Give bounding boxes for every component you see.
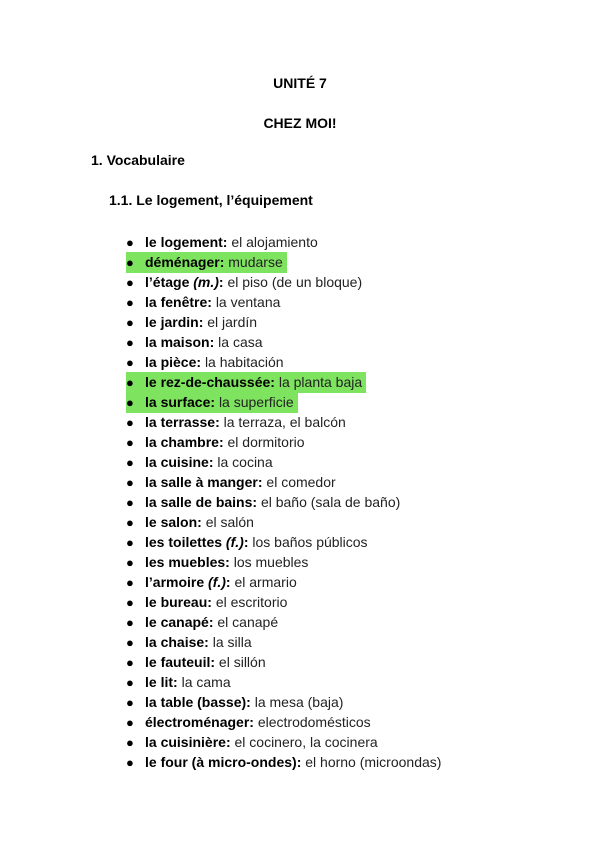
vocab-row — [126, 552, 312, 573]
vocab-separator: : — [196, 354, 202, 370]
vocab-row — [126, 412, 350, 433]
vocab-translation: el cocinero, la cocinera — [234, 734, 378, 750]
chapter-title: CHEZ MOI! — [263, 115, 337, 131]
vocab-row — [126, 432, 309, 453]
vocab-row — [126, 672, 235, 693]
vocab-row — [126, 452, 277, 473]
vocab-item — [126, 532, 445, 552]
bullet-icon: ● — [126, 255, 134, 270]
vocab-separator: : — [218, 434, 224, 450]
vocab-item — [126, 552, 445, 572]
vocab-item — [126, 632, 445, 652]
vocab-item — [126, 352, 445, 372]
vocab-row — [126, 392, 298, 413]
vocab-item — [126, 672, 445, 692]
vocab-row — [126, 752, 445, 773]
vocab-item — [126, 592, 445, 612]
vocab-term: la salle à manger — [145, 474, 258, 490]
vocab-item — [126, 412, 445, 432]
vocab-term: le salon — [145, 514, 198, 530]
vocab-term: la cuisinière — [145, 734, 226, 750]
vocab-separator: : — [210, 394, 216, 410]
vocab-term: le rez-de-chaussée — [145, 374, 271, 390]
vocab-separator: : — [219, 254, 225, 270]
bullet-icon: ● — [126, 335, 134, 350]
vocab-gender: (f.) — [225, 534, 244, 550]
vocab-translation: mudarse — [228, 254, 283, 270]
vocab-separator: : — [198, 314, 204, 330]
bullet-icon: ● — [126, 555, 134, 570]
bullet-icon: ● — [126, 295, 134, 310]
vocab-separator: : — [270, 374, 275, 390]
vocab-term: les toilettes — [145, 534, 223, 550]
vocab-translation: la planta baja — [278, 374, 363, 390]
vocab-translation: la silla — [212, 634, 252, 650]
vocab-separator: : — [207, 294, 212, 310]
vocab-row — [126, 712, 375, 733]
vocab-row — [126, 292, 284, 313]
vocab-row — [126, 332, 267, 353]
bullet-icon: ● — [126, 435, 134, 450]
vocab-row — [126, 532, 372, 553]
vocab-term: l’armoire — [145, 574, 205, 590]
vocab-separator: : — [249, 714, 254, 730]
vocab-row — [126, 632, 256, 653]
vocab-row — [126, 352, 288, 373]
vocab-translation: el canapé — [217, 614, 279, 630]
vocab-item-highlighted — [126, 392, 445, 412]
vocab-item — [126, 492, 445, 512]
vocab-item — [126, 452, 445, 472]
vocab-row — [126, 732, 382, 753]
vocab-row — [126, 232, 322, 253]
vocab-separator: : — [252, 494, 258, 510]
vocab-row — [126, 312, 261, 333]
vocab-term: le four (à micro-ondes) — [145, 754, 297, 770]
bullet-icon: ● — [126, 755, 134, 770]
vocab-separator: : — [197, 514, 202, 530]
vocab-separator: : — [207, 594, 212, 610]
vocab-separator: : — [225, 574, 231, 590]
vocab-row — [126, 652, 270, 673]
vocab-translation: la cama — [181, 674, 231, 690]
bullet-icon: ● — [126, 655, 134, 670]
vocab-row — [126, 612, 282, 633]
vocab-translation: los baños públicos — [252, 534, 368, 550]
vocab-separator: : — [210, 654, 216, 670]
vocab-translation: el armario — [234, 574, 297, 590]
vocab-row — [126, 492, 404, 513]
vocab-translation: los muebles — [233, 554, 309, 570]
vocab-item — [126, 612, 445, 632]
vocab-item — [126, 272, 445, 292]
bullet-icon: ● — [126, 715, 134, 730]
vocab-separator: : — [204, 634, 209, 650]
vocab-item — [126, 292, 445, 312]
bullet-icon: ● — [126, 735, 134, 750]
vocab-separator: : — [208, 454, 214, 470]
subsection-heading: 1.1. Le logement, l’équipement — [109, 192, 313, 208]
vocab-separator: : — [209, 334, 215, 350]
vocab-term: la salle de bains — [145, 494, 253, 510]
vocab-gender: (f.) — [208, 574, 226, 590]
vocab-item — [126, 692, 445, 712]
vocab-term: le jardin — [145, 314, 199, 330]
bullet-icon: ● — [126, 495, 134, 510]
vocab-separator: : — [225, 734, 231, 750]
vocab-translation: la cocina — [217, 454, 273, 470]
vocab-term: la table (basse) — [145, 694, 247, 710]
vocab-row — [126, 372, 366, 393]
vocab-term: la cuisine — [145, 454, 209, 470]
vocab-separator: : — [208, 614, 214, 630]
vocab-item-highlighted — [126, 372, 445, 392]
vocab-translation: la terraza, el balcón — [223, 414, 346, 430]
vocab-row — [126, 272, 366, 293]
vocab-term: le lit — [145, 674, 174, 690]
vocab-term: la chaise — [145, 634, 205, 650]
vocab-translation: la mesa (baja) — [254, 694, 344, 710]
vocab-term: la chambre — [145, 434, 219, 450]
vocab-row — [126, 252, 287, 273]
vocab-item — [126, 332, 445, 352]
vocab-translation: el piso (de un bloque) — [227, 274, 363, 290]
vocab-row — [126, 472, 340, 493]
vocab-separator: : — [218, 274, 224, 290]
vocab-term: l’étage — [145, 274, 190, 290]
vocab-term: la fenêtre — [145, 294, 208, 310]
bullet-icon: ● — [126, 695, 134, 710]
bullet-icon: ● — [126, 395, 134, 410]
bullet-icon: ● — [126, 475, 134, 490]
bullet-icon: ● — [126, 235, 134, 250]
vocab-translation: el escritorio — [215, 594, 288, 610]
bullet-icon: ● — [126, 575, 134, 590]
vocab-translation: el comedor — [266, 474, 336, 490]
bullet-icon: ● — [126, 595, 134, 610]
vocab-item — [126, 432, 445, 452]
vocab-row — [126, 512, 258, 533]
vocab-translation: la ventana — [215, 294, 281, 310]
vocab-translation: el alojamiento — [231, 234, 318, 250]
vocab-term: la maison — [145, 334, 210, 350]
vocab-row — [126, 692, 347, 713]
vocab-item — [126, 472, 445, 492]
bullet-icon: ● — [126, 515, 134, 530]
vocab-translation: el horno (microondas) — [305, 754, 442, 770]
vocab-term: la surface — [145, 394, 211, 410]
vocab-gender: (m.) — [193, 274, 219, 290]
bullet-icon: ● — [126, 535, 134, 550]
vocab-item — [126, 312, 445, 332]
vocab-term: la pièce — [145, 354, 197, 370]
bullet-icon: ● — [126, 675, 134, 690]
vocab-translation: el sillón — [218, 654, 266, 670]
vocab-term: électroménager — [145, 714, 250, 730]
vocab-translation: el dormitorio — [227, 434, 305, 450]
vocab-term: les muebles — [145, 554, 226, 570]
vocab-separator: : — [215, 414, 220, 430]
vocab-translation: la habitación — [204, 354, 284, 370]
vocab-row — [126, 572, 301, 593]
vocab-term: déménager — [145, 254, 220, 270]
vocab-separator: : — [173, 674, 178, 690]
bullet-icon: ● — [126, 375, 134, 390]
section-heading: 1. Vocabulaire — [91, 152, 185, 168]
vocab-translation: el salón — [205, 514, 254, 530]
vocab-separator: : — [296, 754, 302, 770]
bullet-icon: ● — [126, 455, 134, 470]
vocabulary-list — [126, 232, 445, 772]
vocab-item-highlighted — [126, 252, 445, 272]
bullet-icon: ● — [126, 415, 134, 430]
vocab-translation: el jardín — [207, 314, 258, 330]
vocab-separator: : — [246, 694, 251, 710]
vocab-item — [126, 752, 445, 772]
vocab-row — [126, 592, 291, 613]
vocab-translation: la casa — [218, 334, 263, 350]
vocab-term: la terrasse — [145, 414, 216, 430]
vocab-translation: electrodomésticos — [257, 714, 371, 730]
vocab-item — [126, 652, 445, 672]
unit-title: UNITÉ 7 — [273, 75, 327, 91]
vocab-term: le fauteuil — [145, 654, 211, 670]
bullet-icon: ● — [126, 635, 134, 650]
vocab-item — [126, 572, 445, 592]
vocab-translation: el baño (sala de baño) — [260, 494, 401, 510]
vocab-item — [126, 712, 445, 732]
vocab-separator: : — [243, 534, 249, 550]
vocab-term: le bureau — [145, 594, 208, 610]
vocab-separator: : — [222, 234, 228, 250]
bullet-icon: ● — [126, 615, 134, 630]
vocab-term: le canapé — [145, 614, 209, 630]
vocab-item — [126, 512, 445, 532]
vocab-translation: la superficie — [218, 394, 294, 410]
vocab-item — [126, 232, 445, 252]
bullet-icon: ● — [126, 355, 134, 370]
vocab-term: le logement — [145, 234, 223, 250]
vocab-item — [126, 732, 445, 752]
vocab-separator: : — [257, 474, 263, 490]
bullet-icon: ● — [126, 275, 134, 290]
bullet-icon: ● — [126, 315, 134, 330]
vocab-separator: : — [225, 554, 230, 570]
